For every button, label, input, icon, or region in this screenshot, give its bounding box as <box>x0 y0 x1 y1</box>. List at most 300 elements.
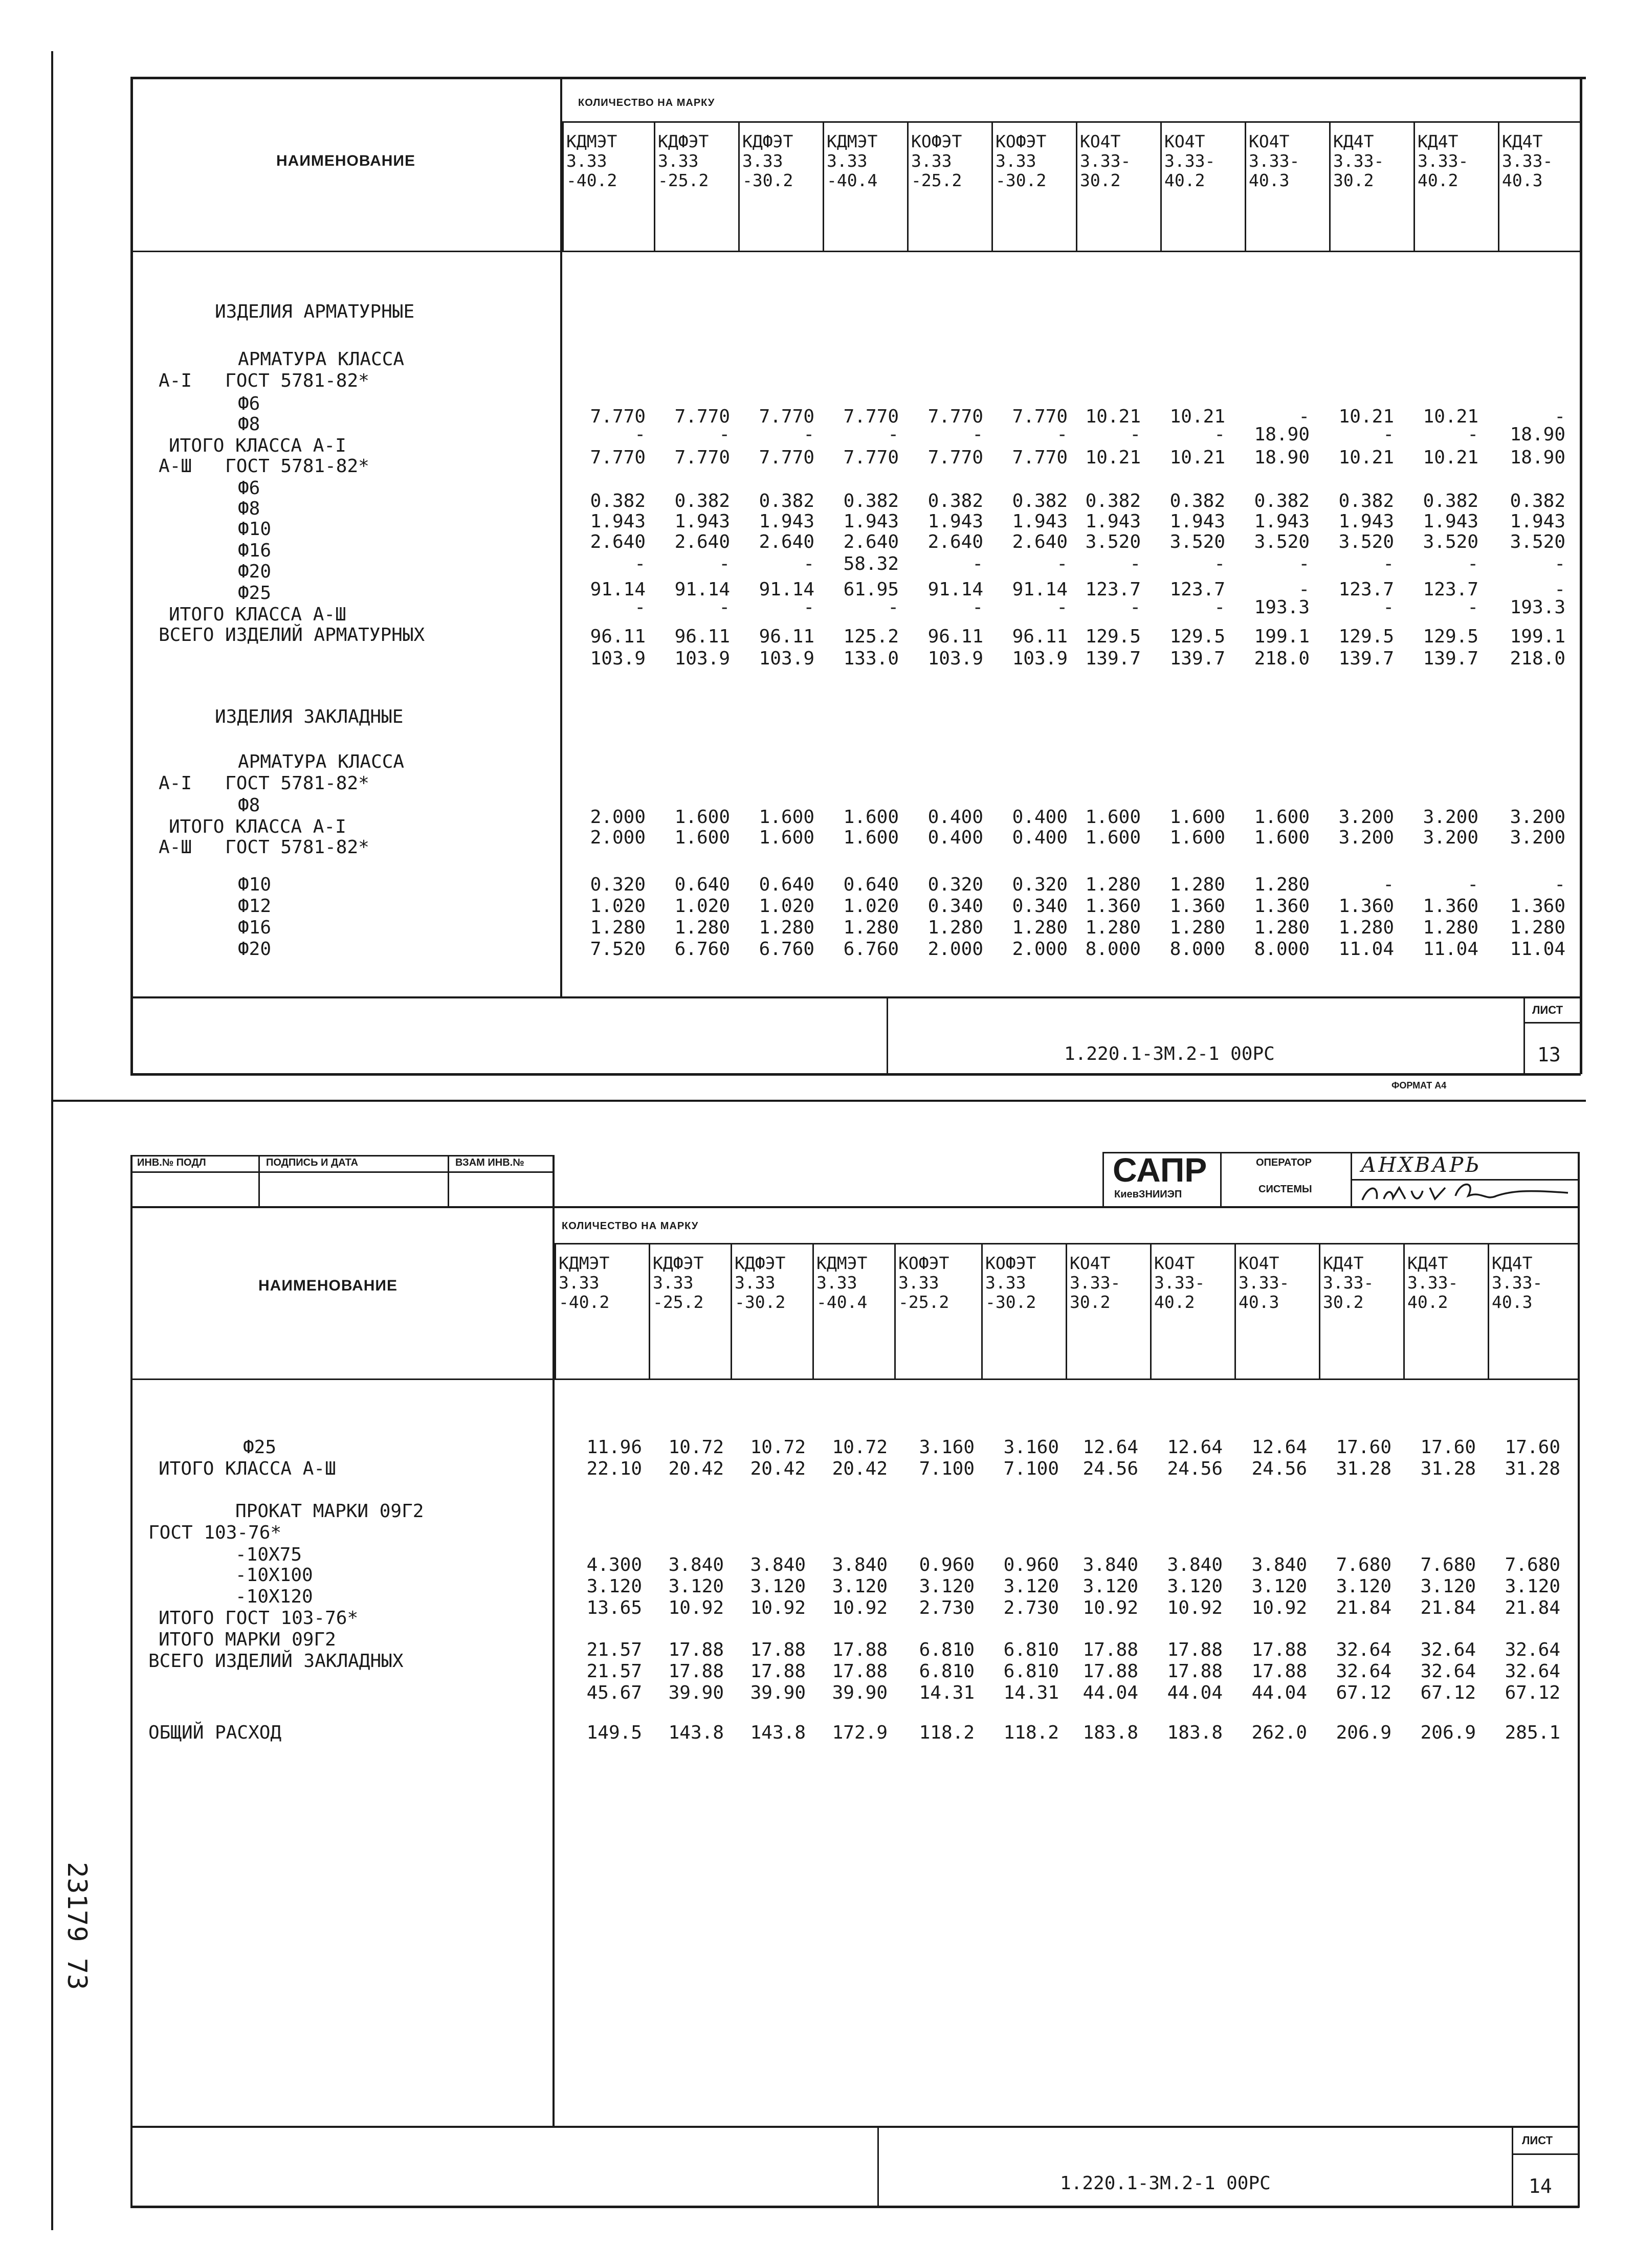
table-cell: 6.810 <box>1003 1639 1059 1660</box>
column-header: КДФЭТ 3.33 -30.2 <box>735 1253 786 1312</box>
document-number: 1.220.1-3М.2-1 00РС <box>1060 2173 1271 2194</box>
table-row <box>0 1683 1635 1703</box>
table-cell: 7.520 <box>590 939 646 960</box>
table-cell: 103.9 <box>759 648 814 669</box>
table-cell: 0.382 <box>927 491 983 512</box>
table-cell: - <box>803 424 814 445</box>
column-header: КО4Т 3.33- 30.2 <box>1070 1253 1121 1312</box>
table-cell: - <box>1298 406 1310 427</box>
table-cell: 17.88 <box>1082 1661 1138 1682</box>
column-header: КД4Т 3.33- 40.3 <box>1502 131 1553 190</box>
table-cell: 17.88 <box>750 1661 806 1682</box>
table-cell: 21.84 <box>1505 1597 1560 1618</box>
table-cell: 3.120 <box>1251 1576 1307 1597</box>
table-cell: 199.1 <box>1254 626 1310 647</box>
table-cell: 39.90 <box>668 1682 724 1703</box>
table-cell: 39.90 <box>832 1682 888 1703</box>
table-cell: 1.020 <box>590 896 646 917</box>
table-cell: 1.600 <box>1254 807 1310 828</box>
table-cell: 0.382 <box>1338 491 1394 512</box>
row-label: ИТОГО КЛАССА А-I <box>169 435 346 456</box>
system-label: СИСТЕМЫ <box>1258 1184 1312 1195</box>
table-cell: 0.382 <box>590 491 646 512</box>
table-cell: 10.21 <box>1085 447 1141 468</box>
table-cell: 12.64 <box>1167 1437 1223 1458</box>
table-cell: 18.90 <box>1510 447 1565 468</box>
column-header: КО4Т 3.33- 40.2 <box>1164 131 1216 190</box>
row-label: АРМАТУРА КЛАССА <box>238 349 405 370</box>
row-label: Ф25 <box>243 1437 277 1458</box>
table-cell: 0.382 <box>759 491 814 512</box>
table-cell: 206.9 <box>1420 1722 1476 1743</box>
column-header: КДФЭТ 3.33 -25.2 <box>658 131 709 190</box>
column-header: КДМЭТ 3.33 -40.4 <box>827 131 878 190</box>
table-cell: 1.600 <box>1085 807 1141 828</box>
table-cell: 2.640 <box>843 531 899 552</box>
table-cell: 18.90 <box>1254 424 1310 445</box>
table-cell: 133.0 <box>843 648 899 669</box>
table-cell: 0.640 <box>843 874 899 895</box>
table-cell: 3.120 <box>750 1576 806 1597</box>
table-cell: 91.14 <box>927 579 983 600</box>
table-cell: - <box>1130 597 1141 618</box>
table-cell: - <box>1214 597 1225 618</box>
row-label: А-Ш ГОСТ 5781-82* <box>159 837 369 858</box>
table-cell: 3.200 <box>1423 827 1478 848</box>
table-cell: 91.14 <box>1012 579 1068 600</box>
table-cell: 1.280 <box>590 917 646 938</box>
operator-signature-icon <box>1358 1181 1573 1206</box>
table-row <box>0 939 1635 960</box>
table-cell: 1.600 <box>1169 807 1225 828</box>
table-cell: - <box>1554 874 1565 895</box>
table-cell: 1.280 <box>1085 874 1141 895</box>
row-label: Ф16 <box>238 917 272 938</box>
table-cell: 10.72 <box>832 1437 888 1458</box>
table-cell: 7.770 <box>674 447 730 468</box>
table-cell: 10.72 <box>668 1437 724 1458</box>
table-cell: 6.810 <box>919 1661 975 1682</box>
table-row <box>0 1555 1635 1575</box>
table-cell: 0.960 <box>1003 1554 1059 1575</box>
table-cell: 10.21 <box>1338 447 1394 468</box>
table-row <box>0 896 1635 917</box>
table-cell: 7.100 <box>1003 1458 1059 1479</box>
table-cell: 2.730 <box>1003 1597 1059 1618</box>
table-cell: 1.280 <box>1254 917 1310 938</box>
row-label: ИТОГО КЛАССА А-Ш <box>159 1458 336 1479</box>
table-cell: 139.7 <box>1423 648 1478 669</box>
table-cell: 96.11 <box>590 626 646 647</box>
table-cell: 1.600 <box>1169 827 1225 848</box>
table-cell: 1.600 <box>759 807 814 828</box>
column-header: КД4Т 3.33- 40.3 <box>1492 1253 1543 1312</box>
table-cell: 199.1 <box>1510 626 1565 647</box>
table-cell: 1.280 <box>1423 917 1478 938</box>
table-cell: 21.57 <box>586 1639 642 1660</box>
table-cell: 0.400 <box>1012 807 1068 828</box>
table-cell: - <box>1383 424 1394 445</box>
row-label: А-I ГОСТ 5781-82* <box>159 773 369 794</box>
table-cell: 39.90 <box>750 1682 806 1703</box>
quantity-header: КОЛИЧЕСТВО НА МАРКУ <box>562 1220 699 1232</box>
row-label: ОБЩИЙ РАСХОД <box>148 1722 282 1743</box>
table-cell: 262.0 <box>1251 1722 1307 1743</box>
table-cell: 7.680 <box>1505 1554 1560 1575</box>
column-header: КД4Т 3.33- 30.2 <box>1323 1253 1374 1312</box>
table-cell: 1.943 <box>1338 511 1394 532</box>
table-row <box>0 1437 1635 1458</box>
table-cell: 1.360 <box>1085 896 1141 917</box>
table-cell: 10.21 <box>1423 447 1478 468</box>
table-cell: 183.8 <box>1082 1722 1138 1743</box>
table-cell: 2.730 <box>919 1597 975 1618</box>
table-cell: 17.88 <box>1167 1639 1223 1660</box>
row-label: Ф20 <box>238 561 272 582</box>
table-row <box>0 597 1635 618</box>
table-cell: 3.120 <box>1505 1576 1560 1597</box>
table-cell: 103.9 <box>674 648 730 669</box>
table-cell: 2.640 <box>674 531 730 552</box>
table-cell: 129.5 <box>1169 626 1225 647</box>
table-cell: 0.340 <box>927 896 983 917</box>
table-cell: 44.04 <box>1251 1682 1307 1703</box>
table-cell: 123.7 <box>1169 579 1225 600</box>
table-cell: 22.10 <box>586 1458 642 1479</box>
row-label: Ф6 <box>238 478 260 499</box>
table-cell: - <box>719 597 730 618</box>
table-cell: 32.64 <box>1505 1639 1560 1660</box>
table-cell: 1.943 <box>1169 511 1225 532</box>
table-cell: 7.770 <box>927 447 983 468</box>
table-cell: - <box>1467 597 1478 618</box>
table-cell: 1.280 <box>843 917 899 938</box>
table-cell: 0.382 <box>1423 491 1478 512</box>
table-cell: 0.640 <box>759 874 814 895</box>
column-header: КО4Т 3.33- 40.3 <box>1239 1253 1290 1312</box>
table-cell: 1.600 <box>843 827 899 848</box>
table-cell: 3.160 <box>1003 1437 1059 1458</box>
table-row <box>0 512 1635 532</box>
table-cell: 17.88 <box>668 1661 724 1682</box>
table-cell: 31.28 <box>1420 1458 1476 1479</box>
format-label: ФОРМАТ А4 <box>1391 1080 1447 1091</box>
table-cell: 1.943 <box>1423 511 1478 532</box>
table-cell: 3.160 <box>919 1437 975 1458</box>
row-label: АРМАТУРА КЛАССА <box>238 751 405 772</box>
column-header: КОФЭТ 3.33 -25.2 <box>898 1253 949 1312</box>
table-cell: 10.92 <box>832 1597 888 1618</box>
table-cell: 1.360 <box>1169 896 1225 917</box>
column-header: КД4Т 3.33- 30.2 <box>1333 131 1384 190</box>
table-cell: 7.770 <box>590 447 646 468</box>
table-cell: 32.64 <box>1336 1661 1391 1682</box>
table-cell: 17.60 <box>1336 1437 1391 1458</box>
table-cell: 3.120 <box>832 1576 888 1597</box>
column-header: КДФЭТ 3.33 -30.2 <box>742 131 793 190</box>
table-cell: 1.943 <box>1085 511 1141 532</box>
row-label: Ф8 <box>238 414 260 435</box>
table-cell: 0.400 <box>927 827 983 848</box>
table-cell: 123.7 <box>1423 579 1478 600</box>
table-cell: - <box>1467 874 1478 895</box>
table-cell: 0.382 <box>674 491 730 512</box>
row-label: Ф12 <box>238 896 272 917</box>
table-cell: - <box>1554 406 1565 427</box>
table-cell: 10.21 <box>1338 406 1394 427</box>
table-cell: 1.943 <box>927 511 983 532</box>
table-cell: 4.300 <box>586 1554 642 1575</box>
table-cell: 2.640 <box>1012 531 1068 552</box>
column-header: КДМЭТ 3.33 -40.2 <box>559 1253 610 1312</box>
table-cell: 7.680 <box>1420 1554 1476 1575</box>
table-cell: 10.92 <box>750 1597 806 1618</box>
operator-label: ОПЕРАТОР <box>1256 1157 1312 1168</box>
table-cell: 20.42 <box>750 1458 806 1479</box>
table-cell: 31.28 <box>1505 1458 1560 1479</box>
table-cell: 21.84 <box>1420 1597 1476 1618</box>
table-cell: 91.14 <box>590 579 646 600</box>
table-cell: 3.520 <box>1423 531 1478 552</box>
table-cell: 17.60 <box>1420 1437 1476 1458</box>
row-label: ГОСТ 103-76* <box>148 1522 282 1543</box>
column-header: КД4Т 3.33- 40.2 <box>1407 1253 1459 1312</box>
table-cell: 44.04 <box>1082 1682 1138 1703</box>
document-number: 1.220.1-3М.2-1 00РС <box>1064 1043 1275 1064</box>
table-cell: 183.8 <box>1167 1722 1223 1743</box>
table-cell: 96.11 <box>674 626 730 647</box>
table-cell: 0.960 <box>919 1554 975 1575</box>
table-cell: 32.64 <box>1505 1661 1560 1682</box>
table-cell: 1.360 <box>1254 896 1310 917</box>
table-cell: 14.31 <box>1003 1682 1059 1703</box>
row-label: Ф10 <box>238 519 272 540</box>
table-cell: - <box>1467 553 1478 574</box>
table-cell: 44.04 <box>1167 1682 1223 1703</box>
sapr-title: САПР <box>1113 1151 1207 1189</box>
table-cell: 67.12 <box>1336 1682 1391 1703</box>
table-cell: 61.95 <box>843 579 899 600</box>
table-cell: 1.943 <box>1012 511 1068 532</box>
table-cell: 3.840 <box>668 1554 724 1575</box>
table-cell: - <box>803 553 814 574</box>
table-cell: 21.84 <box>1336 1597 1391 1618</box>
row-label: ИТОГО МАРКИ 09Г2 <box>159 1629 336 1650</box>
table-cell: 218.0 <box>1510 648 1565 669</box>
table-cell: 2.640 <box>927 531 983 552</box>
row-label: А-I ГОСТ 5781-82* <box>159 370 369 391</box>
column-header: КОФЭТ 3.33 -25.2 <box>911 131 962 190</box>
table-cell: 0.382 <box>843 491 899 512</box>
table-cell: 10.92 <box>1251 1597 1307 1618</box>
table-cell: 2.000 <box>1012 939 1068 960</box>
table-cell: 1.020 <box>843 896 899 917</box>
table-row <box>0 554 1635 574</box>
table-row <box>0 875 1635 895</box>
table-cell: 10.21 <box>1085 406 1141 427</box>
table-cell: 45.67 <box>586 1682 642 1703</box>
table-cell: - <box>1554 553 1565 574</box>
table-row <box>0 807 1635 828</box>
row-label: Ф25 <box>238 583 272 604</box>
table-cell: 7.770 <box>759 406 814 427</box>
table-cell: 3.120 <box>919 1576 975 1597</box>
table-cell: 1.360 <box>1423 896 1478 917</box>
table-cell: 12.64 <box>1251 1437 1307 1458</box>
table-cell: 1.020 <box>674 896 730 917</box>
table-cell: 1.280 <box>674 917 730 938</box>
table-cell: 7.770 <box>1012 447 1068 468</box>
table-cell: 0.382 <box>1085 491 1141 512</box>
row-label: Ф16 <box>238 540 272 561</box>
column-header: КОФЭТ 3.33 -30.2 <box>996 131 1047 190</box>
table-cell: - <box>719 424 730 445</box>
table-row <box>0 918 1635 938</box>
table-cell: 18.90 <box>1510 424 1565 445</box>
table-cell: 3.840 <box>1082 1554 1138 1575</box>
table-cell: - <box>1383 553 1394 574</box>
table-cell: - <box>1554 579 1565 600</box>
table-cell: 31.28 <box>1336 1458 1391 1479</box>
row-label: ИЗДЕЛИЯ ЗАКЛАДНЫЕ <box>215 706 404 727</box>
table-cell: 193.3 <box>1510 597 1565 618</box>
table-cell: 10.92 <box>668 1597 724 1618</box>
table-cell: 3.120 <box>1082 1576 1138 1597</box>
table-cell: - <box>1383 874 1394 895</box>
table-cell: 7.770 <box>590 406 646 427</box>
table-cell: 118.2 <box>1003 1722 1059 1743</box>
table-cell: - <box>634 597 646 618</box>
column-header: КО4Т 3.33- 40.2 <box>1154 1253 1205 1312</box>
table-row <box>0 491 1635 512</box>
table-cell: 96.11 <box>759 626 814 647</box>
column-header: КО4Т 3.33- 30.2 <box>1080 131 1131 190</box>
table-cell: 3.120 <box>1336 1576 1391 1597</box>
table-cell: 3.840 <box>1251 1554 1307 1575</box>
naming-header: НАИМЕНОВАНИЕ <box>258 1277 397 1294</box>
table-cell: 1.280 <box>1012 917 1068 938</box>
table-cell: 14.31 <box>919 1682 975 1703</box>
row-label: ВСЕГО ИЗДЕЛИЙ ЗАКЛАДНЫХ <box>148 1651 404 1672</box>
table-cell: 17.88 <box>1251 1661 1307 1682</box>
table-cell: - <box>1130 424 1141 445</box>
table-cell: 125.2 <box>843 626 899 647</box>
table-cell: 17.88 <box>750 1639 806 1660</box>
row-label: -10Х75 <box>235 1544 302 1565</box>
table-cell: 218.0 <box>1254 648 1310 669</box>
table-cell: 91.14 <box>759 579 814 600</box>
table-cell: 1.600 <box>843 807 899 828</box>
row-label: ИЗДЕЛИЯ АРМАТУРНЫЕ <box>215 301 415 322</box>
table-row <box>0 425 1635 445</box>
stamp-vzam-inv: ВЗАМ ИНВ.№ <box>455 1157 524 1168</box>
table-cell: 1.280 <box>1169 917 1225 938</box>
sheet-divider <box>51 1100 1586 1102</box>
table-cell: - <box>1056 597 1068 618</box>
table-cell: 3.200 <box>1338 827 1394 848</box>
table-cell: 7.770 <box>843 406 899 427</box>
column-header: КДФЭТ 3.33 -25.2 <box>653 1253 704 1312</box>
table-cell: - <box>1298 553 1310 574</box>
table-cell: 1.943 <box>1254 511 1310 532</box>
table-cell: 3.840 <box>750 1554 806 1575</box>
table-cell: 0.382 <box>1169 491 1225 512</box>
table-cell: 0.320 <box>1012 874 1068 895</box>
stamp-inv-podl: ИНВ.№ ПОДЛ <box>137 1157 206 1168</box>
column-header: КДМЭТ 3.33 -40.2 <box>566 131 617 190</box>
table-cell: 129.5 <box>1423 626 1478 647</box>
operator-name: АНХВАРЬ <box>1361 1153 1482 1177</box>
table-cell: 3.520 <box>1338 531 1394 552</box>
table-cell: - <box>888 424 899 445</box>
table-cell: 32.64 <box>1420 1661 1476 1682</box>
table-cell: 1.600 <box>1085 827 1141 848</box>
table-cell: 21.57 <box>586 1661 642 1682</box>
table-row <box>0 1598 1635 1618</box>
column-header: КО4Т 3.33- 40.3 <box>1249 131 1300 190</box>
table-cell: 96.11 <box>927 626 983 647</box>
table-cell: 3.520 <box>1254 531 1310 552</box>
table-cell: 0.340 <box>1012 896 1068 917</box>
table-cell: 103.9 <box>927 648 983 669</box>
table-cell: 1.280 <box>1338 917 1394 938</box>
row-label: ИТОГО ГОСТ 103-76* <box>159 1608 359 1629</box>
table-cell: 0.400 <box>1012 827 1068 848</box>
row-label: -10Х120 <box>235 1586 313 1607</box>
table-cell: 206.9 <box>1336 1722 1391 1743</box>
table-row <box>0 1576 1635 1597</box>
table-cell: 11.04 <box>1510 939 1565 960</box>
table-cell: 0.320 <box>590 874 646 895</box>
table-cell: 17.88 <box>668 1639 724 1660</box>
table-cell: 3.120 <box>1420 1576 1476 1597</box>
table-cell: 0.400 <box>927 807 983 828</box>
table-cell: 129.5 <box>1338 626 1394 647</box>
table-cell: 96.11 <box>1012 626 1068 647</box>
table-cell: 3.120 <box>1167 1576 1223 1597</box>
table-row <box>0 532 1635 552</box>
table-cell: 1.600 <box>674 807 730 828</box>
table-cell: 1.360 <box>1510 896 1565 917</box>
archive-number: 23179 73 <box>61 1862 92 1990</box>
table-cell: - <box>1298 579 1310 600</box>
table-cell: 17.88 <box>832 1661 888 1682</box>
table-cell: 1.020 <box>759 896 814 917</box>
table-cell: 18.90 <box>1254 447 1310 468</box>
table-cell: 3.200 <box>1338 807 1394 828</box>
table-cell: 7.770 <box>1012 406 1068 427</box>
table-cell: 6.810 <box>1003 1661 1059 1682</box>
table-cell: - <box>972 424 983 445</box>
table-cell: - <box>634 553 646 574</box>
table-cell: 1.943 <box>1510 511 1565 532</box>
table-cell: 24.56 <box>1167 1458 1223 1479</box>
row-label: Ф6 <box>238 393 260 414</box>
column-header: КД4Т 3.33- 40.2 <box>1418 131 1469 190</box>
table-cell: - <box>719 553 730 574</box>
row-label: ПРОКАТ МАРКИ 09Г2 <box>235 1501 424 1522</box>
table-cell: 172.9 <box>832 1722 888 1743</box>
table-cell: 2.640 <box>590 531 646 552</box>
table-row <box>0 1661 1635 1682</box>
table-cell: 7.770 <box>843 447 899 468</box>
table-cell: - <box>634 424 646 445</box>
table-cell: 3.840 <box>832 1554 888 1575</box>
table-cell: 0.382 <box>1510 491 1565 512</box>
table-cell: - <box>1130 553 1141 574</box>
table-cell: 67.12 <box>1505 1682 1560 1703</box>
table-cell: 0.640 <box>674 874 730 895</box>
